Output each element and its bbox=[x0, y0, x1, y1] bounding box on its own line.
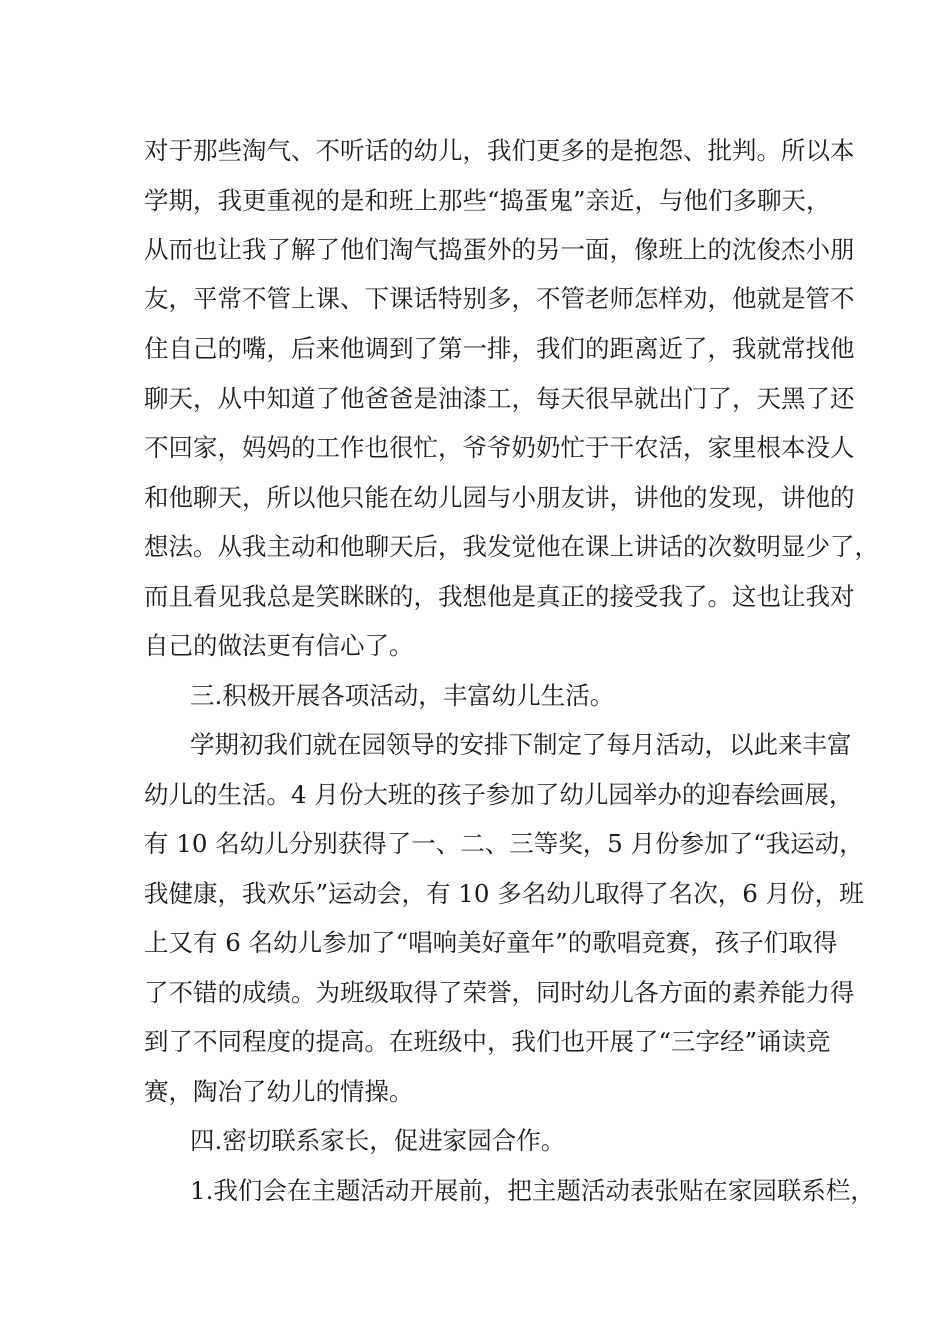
paragraph-line: 上又有 6 名幼儿参加了“唱响美好童年”的歌唱竞赛，孩子们取得 bbox=[144, 928, 838, 957]
paragraph-line: 聊天，从中知道了他爸爸是油漆工，每天很早就出门了，天黑了还 bbox=[144, 384, 855, 413]
paragraph-line: 了不错的成绩。为班级取得了荣誉，同时幼儿各方面的素养能力得 bbox=[144, 978, 855, 1007]
paragraph-line: 我健康，我欢乐”运动会，有 10 多名幼儿取得了名次，6 月份，班 bbox=[144, 879, 864, 908]
paragraph-line: 对于那些淘气、不听话的幼儿，我们更多的是抱怨、批判。所以本 bbox=[144, 136, 855, 165]
paragraph-line: 1.我们会在主题活动开展前，把主题活动表张贴在家园联系栏， bbox=[190, 1176, 875, 1205]
paragraph-line: 从而也让我了解了他们淘气捣蛋外的另一面，像班上的沈俊杰小朋 bbox=[144, 235, 855, 264]
paragraph-line: 和他聊天，所以他只能在幼儿园与小朋友讲，讲他的发现，讲他的 bbox=[144, 483, 855, 512]
paragraph-line: 而且看见我总是笑眯眯的，我想他是真正的接受我了。这也让我对 bbox=[144, 582, 855, 611]
paragraph-line: 幼儿的生活。4 月份大班的孩子参加了幼儿园举办的迎春绘画展， bbox=[144, 780, 854, 809]
paragraph-line: 想法。从我主动和他聊天后，我发觉他在课上讲话的次数明显少了， bbox=[144, 532, 879, 561]
paragraph-line: 自己的做法更有信心了。 bbox=[144, 631, 414, 660]
section-heading: 三.积极开展各项活动，丰富幼儿生活。 bbox=[190, 681, 615, 710]
paragraph-line: 友，平常不管上课、下课话特别多，不管老师怎样劝，他就是管不 bbox=[144, 284, 855, 313]
paragraph-line: 有 10 名幼儿分别获得了一、二、三等奖，5 月份参加了“我运动， bbox=[144, 829, 864, 858]
paragraph-line: 不回家，妈妈的工作也很忙，爷爷奶奶忙于干农活，家里根本没人 bbox=[144, 433, 855, 462]
paragraph-line: 住自己的嘴，后来他调到了第一排，我们的距离近了，我就常找他 bbox=[144, 334, 855, 363]
paragraph-line: 学期初我们就在园领导的安排下制定了每月活动，以此来丰富 bbox=[190, 730, 852, 759]
paragraph-line: 赛，陶冶了幼儿的情操。 bbox=[144, 1077, 414, 1106]
paragraph-line: 学期，我更重视的是和班上那些“捣蛋鬼”亲近，与他们多聊天， bbox=[144, 186, 831, 215]
section-heading: 四.密切联系家长，促进家园合作。 bbox=[190, 1126, 566, 1155]
paragraph-line: 到了不同程度的提高。在班级中，我们也开展了“三字经”诵读竞 bbox=[144, 1027, 831, 1056]
